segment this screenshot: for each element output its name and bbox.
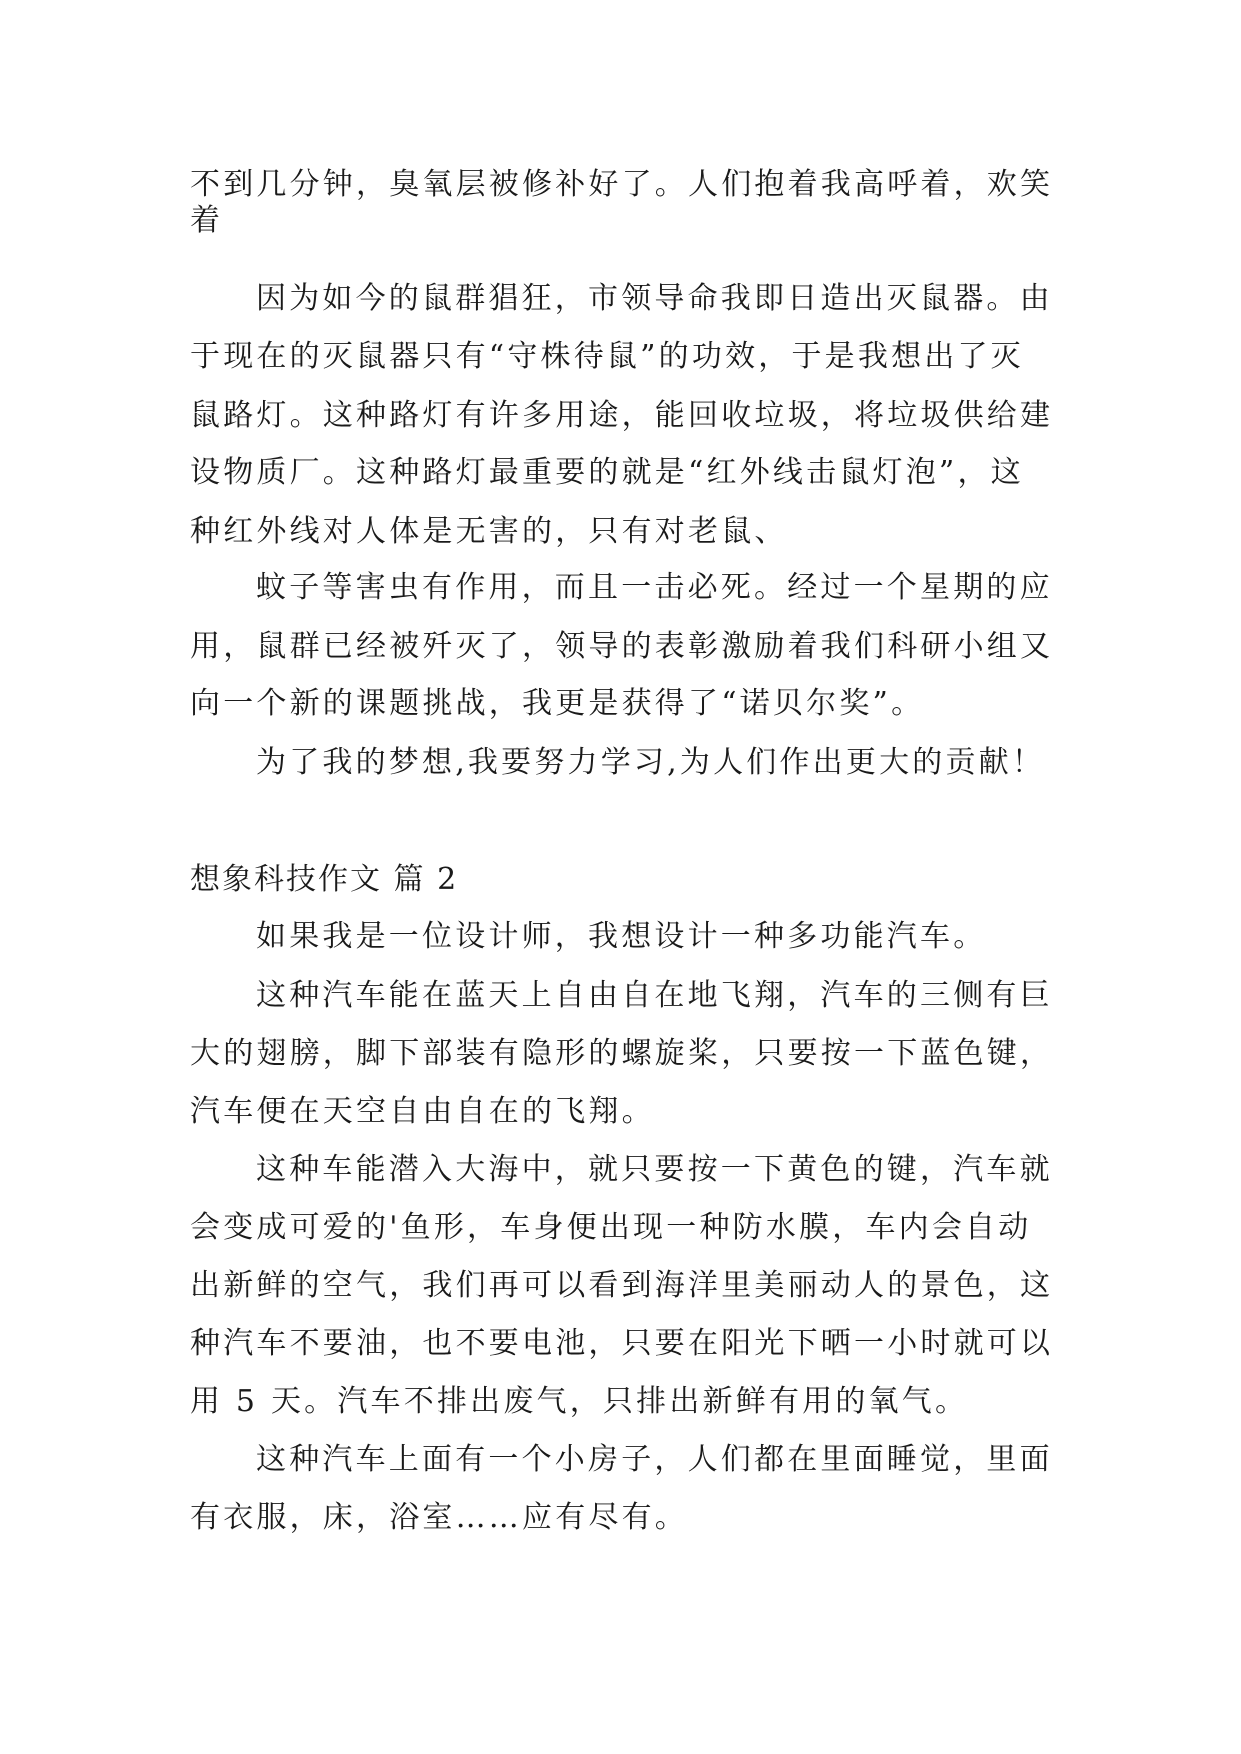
paragraph-line: 这种汽车能在蓝天上自由自在地飞翔，汽车的三侧有巨 [256, 978, 1053, 1013]
paragraph-line: 会变成可爱的'鱼形，车身便出现一种防水膜，车内会自动 [190, 1210, 1032, 1245]
paragraph-line: 着 [190, 203, 224, 238]
paragraph-line: 这种车能潜入大海中，就只要按一下黄色的键，汽车就 [256, 1152, 1053, 1187]
paragraph-line: 出新鲜的空气，我们再可以看到海洋里美丽动人的景色，这 [190, 1268, 1054, 1303]
paragraph-line: 设物质厂。这种路灯最重要的就是“红外线击鼠灯泡”，这 [190, 455, 1024, 490]
section-heading: 想象科技作文 篇 2 [190, 862, 459, 897]
paragraph-line: 如果我是一位设计师，我想设计一种多功能汽车。 [256, 919, 987, 954]
paragraph-line: 种红外线对人体是无害的，只有对老鼠、 [190, 514, 788, 549]
paragraph-line: 有衣服，床，浴室……应有尽有。 [190, 1500, 688, 1535]
paragraph-line: 向一个新的课题挑战，我更是获得了“诺贝尔奖”。 [190, 686, 925, 721]
paragraph-line: 用 5 天。汽车不排出废气，只排出新鲜有用的氧气。 [190, 1384, 969, 1419]
paragraph-line: 大的翅膀，脚下部装有隐形的螺旋桨，只要按一下蓝色键， [190, 1036, 1054, 1071]
paragraph-line: 蚊子等害虫有作用，而且一击必死。经过一个星期的应 [256, 570, 1053, 605]
paragraph-line: 这种汽车上面有一个小房子，人们都在里面睡觉，里面 [256, 1442, 1053, 1477]
paragraph-line: 用，鼠群已经被歼灭了，领导的表彰激励着我们科研小组又 [190, 629, 1054, 664]
paragraph-line: 种汽车不要油，也不要电池，只要在阳光下晒一小时就可以 [190, 1326, 1054, 1361]
paragraph-line: 于现在的灭鼠器只有“守株待鼠”的功效，于是我想出了灭 [190, 339, 1024, 374]
paragraph-line: 不到几分钟，臭氧层被修补好了。人们抱着我高呼着，欢笑 [190, 167, 1054, 202]
paragraph-line: 汽车便在天空自由自在的飞翔。 [190, 1094, 655, 1129]
paragraph-line: 鼠路灯。这种路灯有许多用途，能回收垃圾，将垃圾供给建 [190, 398, 1054, 433]
paragraph-line: 因为如今的鼠群猖狂，市领导命我即日造出灭鼠器。由 [256, 281, 1053, 316]
paragraph-line: 为了我的梦想,我要努力学习,为人们作出更大的贡献！ [256, 745, 1046, 780]
